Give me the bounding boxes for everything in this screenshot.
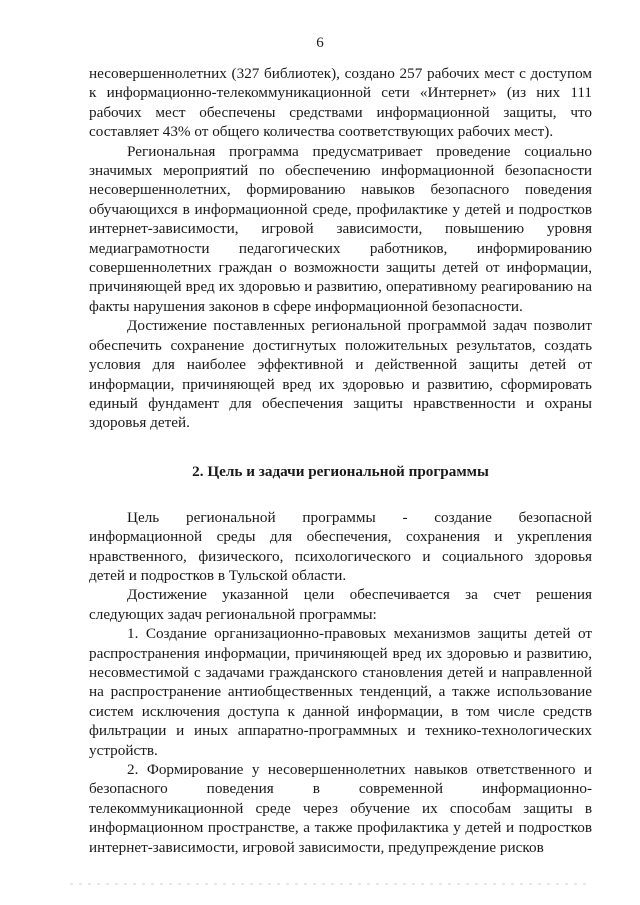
paragraph-program-goal: Цель региональной программы - создание безопасной информационной среды для обеспечения, сохранения и укрепления нравственного, физического, психологического и социального здоровья детей и подростков в Тульской области. (89, 508, 592, 584)
paragraph-tasks-intro: Достижение указанной цели обеспечивается за счет решения следующих задач региональной программы: (89, 586, 592, 623)
paragraph-continuation: несовершеннолетних (327 библиотек), создано 257 рабочих мест с доступом к информационно-телекоммуникационной сети «Интернет» (из них 111 рабочих мест обеспечены средствами информационной защиты, что составляет 43% от общего количества соответствующих рабочих мест). (89, 65, 592, 141)
scan-footer-artifact (70, 883, 590, 885)
section-heading: 2. Цель и задачи региональной программы (192, 462, 489, 480)
paragraph-program-activities: Региональная программа предусматривает проведение социально значимых мероприятий по обеспечению информационной безопасности несовершеннолетних, формированию навыков безопасного поведения обучающихся в информационной среде, профилактике у детей и подростков интернет-зависимости, игровой зависимости, повышению уровня медиаграмотности педагогических работников, информированию совершеннолетних граждан о возможности защиты детей от информации, причиняющей вред их здоровью и развитию, оперативному реагированию на факты нарушения законов в сфере информационной безопасности. (89, 142, 592, 315)
page-number: 6 (316, 35, 324, 51)
document-body (89, 64, 592, 857)
list-item-task-1: 1. Создание организационно-правовых механизмов защиты детей от распространения информации, причиняющей вред их здоровью и развитию, несовместимой с задачами гражданского становления детей и направленной на распространение антиобщественных тенденций, а также использование систем исключения доступа к данной информации, в том числе средств фильтрации и иных аппаратно-программных и технико-технологических устройств. (89, 625, 592, 759)
list-item-task-2: 2. Формирование у несовершеннолетних навыков ответственного и безопасного поведения в современной информационно-телекоммуникационной среде через обучение их способам защиты в информационном пространстве, а также профилактика у детей и подростков интернет-зависимости, игровой зависимости, предупреждение рисков (89, 761, 592, 856)
paragraph-program-results: Достижение поставленных региональной программой задач позволит обеспечить сохранение достигнутых положительных результатов, создать условия для наиболее эффективной и действенной защиты детей от информации, причиняющей вред их здоровью и развитию, сформировать единый фундамент для обеспечения защиты нравственности и охраны здоровья детей. (89, 317, 592, 432)
